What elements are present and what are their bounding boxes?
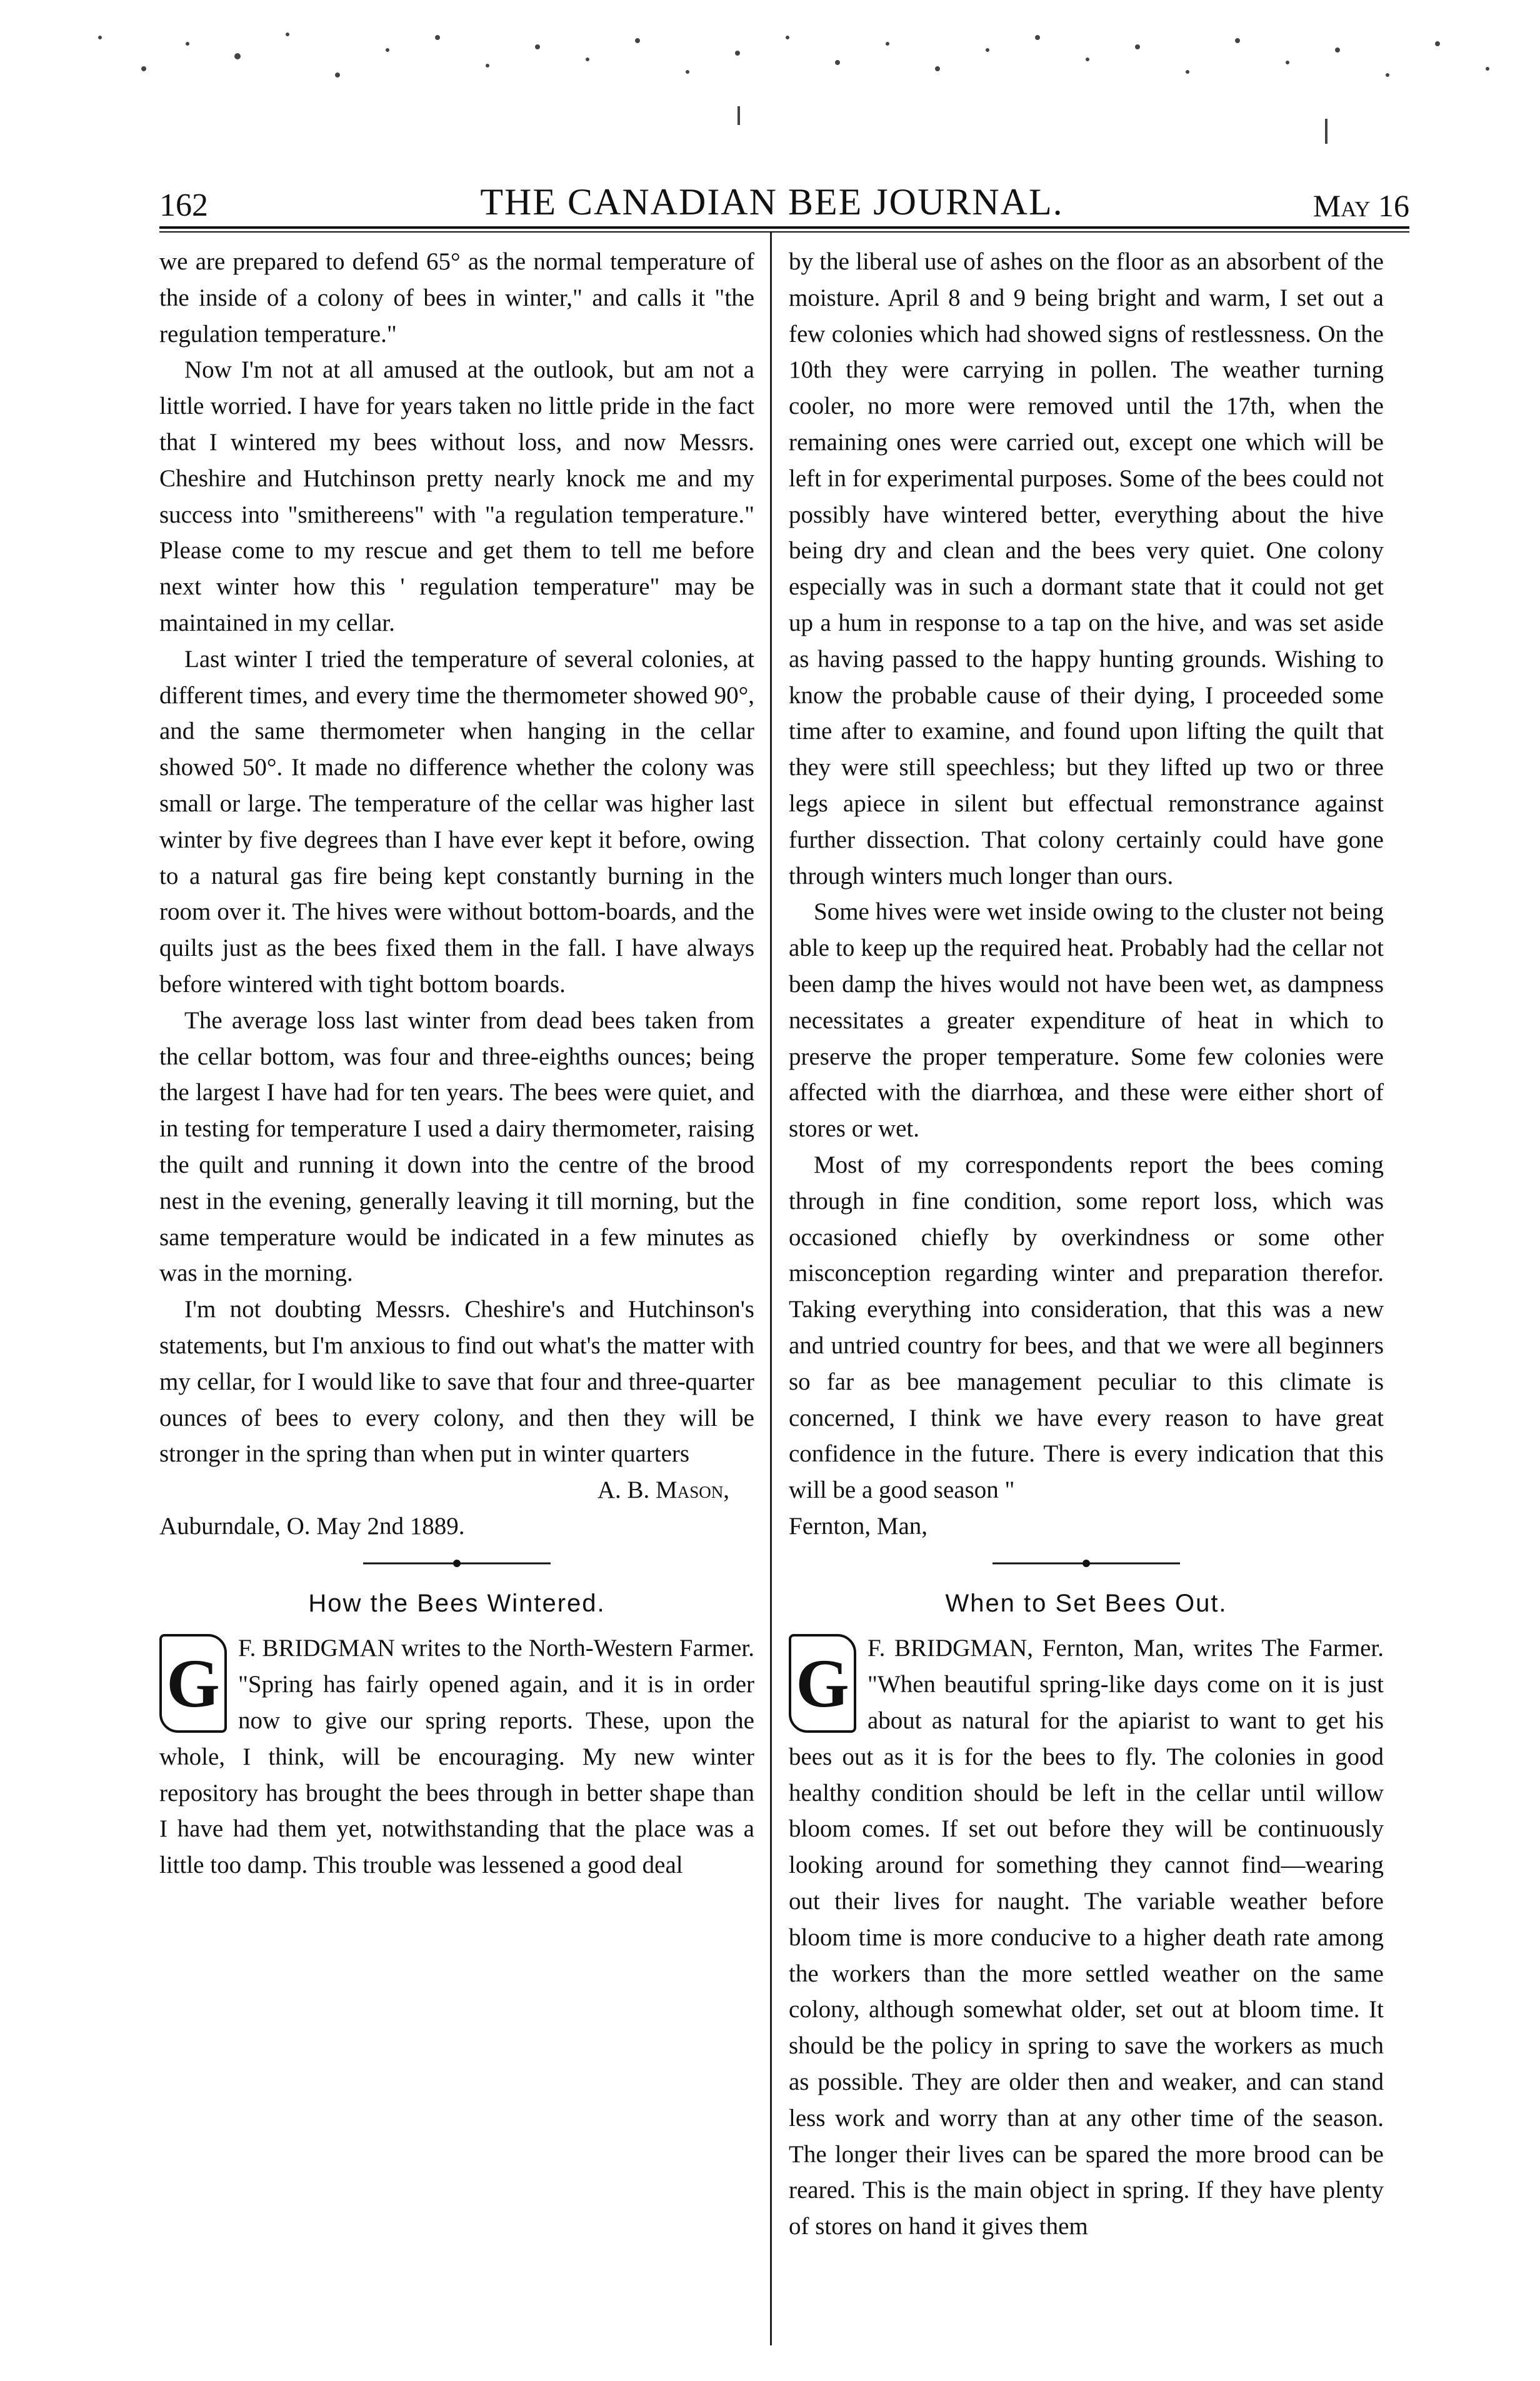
- issue-date: May 16: [1312, 188, 1409, 223]
- article-paragraph: F. BRIDGMAN, Fernton, Man, writes The Farmer. "When beautiful spring-like days come on it is just about as natural for the apiarist to want to get his bees out as it is for the bees to fly. The colonies in good healthy condition should be left in the cellar until willow bloom comes. If set out before they will be continuously looking around for something they cannot find—wearing out their lives for naught. The variable weather before bloom time is more conducive to a higher death rate among the workers than the more settled weather on the same colony, although somewhat older, set out at bloom time. It should be the policy in spring to save the workers as much as possible. They are older then and weaker, and can stand less work and worry than at any other time of the season. The longer their lives can be spared the more brood can be reared. This is the main object in spring. If they have plenty of stores on hand it gives them: [789, 1635, 1384, 2240]
- drop-cap: G: [789, 1634, 856, 1733]
- section-heading: When to Set Bees Out.: [945, 1589, 1228, 1617]
- article-paragraph: F. BRIDGMAN writes to the North-Western Farmer. "Spring has fairly opened again, and it is in order now to give our spring reports. These, upon the whole, I think, will be encouraging. My new winter repository has brought the bees through in better shape than I have had them yet, notwithstanding that the place was a little too damp. This trouble was lessened a good deal: [159, 1635, 754, 1879]
- page-header: [159, 168, 1409, 224]
- section-heading: How the Bees Wintered.: [308, 1589, 606, 1617]
- section-ornament: [789, 1545, 1384, 1582]
- article-paragraph: Last winter I tried the temperature of several colonies, at different times, and every time the thermometer showed 90°, and the same thermometer when hanging in the cellar showed 50°. It made no difference whether the colony was small or large. The temperature of the cellar was higher last winter by five degrees than I have ever kept it before, owing to a natural gas fire being kept constantly burning in the room over it. The hives were without bottom-boards, and the quilts just as the bees fixed them in the fall. I have always before wintered with tight bottom boards.: [159, 645, 754, 998]
- article-paragraph: The average loss last winter from dead bees taken from the cellar bottom, was four and three-eighths ounces; being the largest I have had for ten years. The bees were quiet, and in testing for temperature I used a dairy thermometer, raising the quilt and running it down into the centre of the brood nest in the evening, generally leaving it till morning, but the same temperature would be indicated in a few minutes as was in the morning.: [159, 1006, 754, 1287]
- left-column: [159, 244, 754, 1883]
- article-paragraph: Now I'm not at all amused at the outlook, but am not a little worried. I have for years taken no little pride in the fact that I wintered my bees without loss, and now Messrs. Cheshire and Hutchinson pretty nearly knock me and my success into "smithereens" with "a regulation temperature." Please come to my rescue and get them to tell me before next winter how this ' regulation temperature" may be maintained in my cellar.: [159, 356, 754, 636]
- drop-cap: G: [159, 1634, 227, 1733]
- article-paragraph: I'm not doubting Messrs. Cheshire's and Hutchinson's statements, but I'm anxious to find out what's the matter with my cellar, for I would like to save that four and three-quarter ounces of bees to every colony, and then they will be stronger in the spring than when put in winter quarters: [159, 1296, 754, 1468]
- author-signature: A. B. Mason,: [597, 1476, 729, 1504]
- article-paragraph: we are prepared to defend 65° as the normal temperature of the inside of a colony of bees in winter," and calls it "the regulation temperature.": [159, 248, 754, 348]
- place-date-line: Auburndale, O. May 2nd 1889.: [159, 1512, 465, 1540]
- section-ornament: [159, 1545, 754, 1582]
- header-rule-thin: [159, 231, 1409, 233]
- journal-title: THE CANADIAN BEE JOURNAL.: [480, 181, 1064, 223]
- scan-noise-band: [0, 0, 1540, 163]
- page-number: 162: [159, 188, 208, 223]
- column-divider: [770, 233, 772, 2345]
- article-paragraph: Most of my correspondents report the bees coming through in fine condition, some report loss, which was occasioned chiefly by overkindness or some other misconception regarding winter and preparation therefor. Taking everything into consideration, that this was a new and untried country for bees, and that we were all beginners so far as bee management peculiar to this climate is concerned, I think we have every reason to have great confidence in the future. There is every indication that this will be a good season ": [789, 1151, 1384, 1504]
- right-column: [789, 244, 1384, 2245]
- header-rule: [159, 226, 1409, 229]
- article-paragraph: by the liberal use of ashes on the floor as an absorbent of the moisture. April 8 and 9 being bright and warm, I set out a few colonies which had showed signs of restlessness. On the 10th they were carrying in pollen. The weather turning cooler, no more were removed until the 17th, when the remaining ones were carried out, except one which will be left in for experimental purposes. Some of the bees could not possibly have wintered better, everything about the hive being dry and clean and the bees very quiet. One colony especially was in such a dormant state that it could not get up a hum in response to a tap on the hive, and was set aside as having passed to the happy hunting grounds. Wishing to know the probable cause of their dying, I proceeded some time after to examine, and found upon lifting the quilt that they were still speechless; but they lifted up two or three legs apiece in silent but effectual remonstrance against further dissection. That colony certainly could have gone through winters much longer than ours.: [789, 248, 1384, 890]
- article-paragraph: Some hives were wet inside owing to the cluster not being able to keep up the required heat. Probably had the cellar not been damp the hives would not have been wet, as dampness necessitates a greater expenditure of heat in which to preserve the proper temperature. Some few colonies were affected with the diarrhœa, and these were either short of stores or wet.: [789, 898, 1384, 1143]
- place-line: Fernton, Man,: [789, 1512, 928, 1540]
